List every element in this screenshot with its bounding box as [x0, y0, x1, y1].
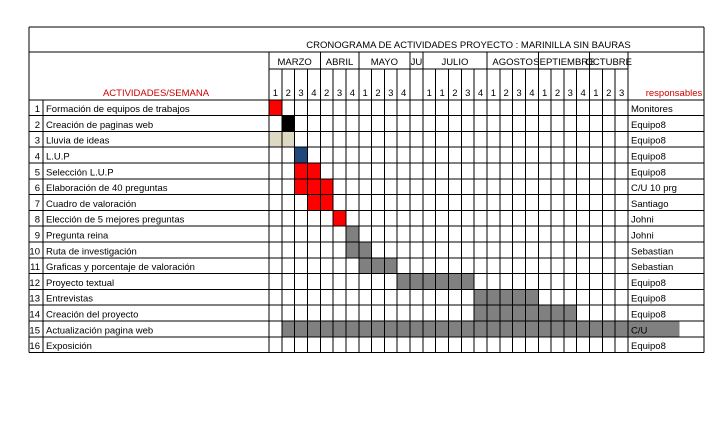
- month-label: SEPTIEMBRE: [533, 57, 595, 68]
- responsable-name: Equipo8: [631, 309, 666, 321]
- week-label: 1: [439, 88, 445, 99]
- responsable-name: C/U 10 prg: [631, 183, 677, 195]
- row-number: 12: [29, 277, 40, 289]
- activity-name: L.U.P: [46, 151, 70, 163]
- week-label: 1: [426, 88, 432, 99]
- responsable-name: Johni: [631, 230, 654, 242]
- activity-name: Creación de paginas web: [46, 119, 154, 131]
- month-label: MARZO: [277, 57, 312, 68]
- responsable-name: C/U: [631, 325, 648, 337]
- activity-name: Elección de 5 mejores preguntas: [46, 214, 185, 226]
- row-number: 7: [34, 198, 40, 210]
- row-number: 11: [30, 262, 40, 274]
- responsable-name: Equipo8: [631, 151, 666, 163]
- week-label: 2: [285, 88, 291, 99]
- row-number: 4: [34, 151, 40, 163]
- row-number: 9: [34, 230, 40, 242]
- activity-name: Elaboración de 40 preguntas: [46, 183, 168, 195]
- row-number: 8: [34, 214, 40, 226]
- gantt-bar: [346, 226, 359, 242]
- activity-name: Formación de equipos de trabajos: [46, 104, 190, 116]
- week-label: 4: [477, 88, 484, 99]
- week-label: 2: [554, 88, 561, 99]
- gantt-bar: [269, 100, 282, 116]
- week-label: 1: [362, 88, 368, 99]
- gantt-bar: [474, 289, 538, 305]
- activity-name: Entrevistas: [46, 293, 93, 305]
- week-label: 1: [593, 88, 599, 99]
- row-number: 6: [34, 183, 40, 195]
- activity-name: Proyecto textual: [46, 277, 115, 289]
- week-label: 3: [388, 88, 394, 99]
- week-label: 3: [516, 88, 522, 99]
- responsable-name: Equipo8: [631, 119, 666, 131]
- activity-name: Ruta de investigación: [46, 246, 137, 258]
- responsable-name: Santiago: [631, 198, 669, 210]
- week-label: 4: [580, 88, 586, 99]
- week-label: 4: [529, 88, 535, 99]
- week-label: 3: [336, 88, 343, 99]
- activity-name: Creación del proyecto: [46, 309, 139, 321]
- month-label: JU: [410, 57, 423, 68]
- row-number: 16: [29, 341, 40, 353]
- activity-name: Graficas y porcentaje de valoración: [46, 262, 195, 274]
- week-label: 4: [311, 88, 317, 99]
- row-number: 2: [34, 119, 40, 131]
- row-number: 14: [29, 309, 40, 321]
- activity-name: Pregunta reina: [46, 230, 109, 242]
- week-label: 4: [400, 88, 407, 99]
- month-label: JULIO: [441, 57, 469, 68]
- week-label: 2: [375, 88, 381, 99]
- activity-name: Exposición: [46, 341, 92, 353]
- gantt-bar: [282, 321, 679, 337]
- row-number: 3: [34, 135, 40, 147]
- week-label: 2: [452, 88, 458, 99]
- page-title: CRONOGRAMA DE ACTIVIDADES PROYECTO : MARINILLA SIN BAURAS: [306, 40, 631, 51]
- gantt-bar: [333, 210, 346, 226]
- gantt-bar: [359, 258, 397, 274]
- row-number: 15: [29, 325, 40, 337]
- week-label: 4: [349, 88, 355, 99]
- gantt-bar: [282, 116, 295, 132]
- week-label: 1: [542, 88, 548, 99]
- week-label: 2: [606, 88, 612, 99]
- responsable-name: Equipo8: [631, 167, 666, 179]
- responsable-name: Equipo8: [631, 341, 666, 353]
- activity-name: Actualización pagina web: [46, 325, 154, 337]
- responsable-name: Monitores: [631, 104, 673, 116]
- row-number: 10: [29, 246, 40, 258]
- activity-name: Lluvia de ideas: [46, 135, 110, 147]
- row-number: 13: [29, 293, 40, 305]
- gantt-bar: [295, 179, 333, 195]
- responsable-name: Sebastian: [631, 246, 674, 258]
- week-label: 1: [490, 88, 497, 99]
- responsable-name: Equipo8: [631, 135, 666, 147]
- month-label: AGOSTO: [492, 57, 533, 68]
- week-label: 2: [503, 88, 509, 99]
- month-label: ABRIL: [325, 57, 354, 68]
- responsable-name: Equipo8: [631, 293, 666, 305]
- row-number: 1: [34, 104, 40, 116]
- activity-name: Selección L.U.P: [46, 167, 114, 179]
- week-label: 3: [298, 88, 304, 99]
- responsable-name: Johni: [631, 214, 654, 226]
- responsable-name: Equipo8: [631, 277, 666, 289]
- week-label: 3: [618, 88, 625, 99]
- responsable-name: Sebastian: [631, 262, 674, 274]
- activity-name: Cuadro de valoración: [46, 198, 137, 210]
- week-label: 3: [465, 88, 471, 99]
- month-label: OCTUBRE: [585, 57, 632, 68]
- activities-header: ACTIVIDADES/SEMANA: [102, 88, 210, 99]
- row-number: 5: [34, 167, 40, 179]
- week-label: 2: [324, 88, 330, 99]
- week-label: 1: [272, 88, 279, 99]
- week-label: 3: [567, 88, 573, 99]
- month-label: MAYO: [370, 57, 399, 68]
- gantt-bar: [295, 147, 308, 163]
- responsables-header: responsables: [645, 88, 703, 99]
